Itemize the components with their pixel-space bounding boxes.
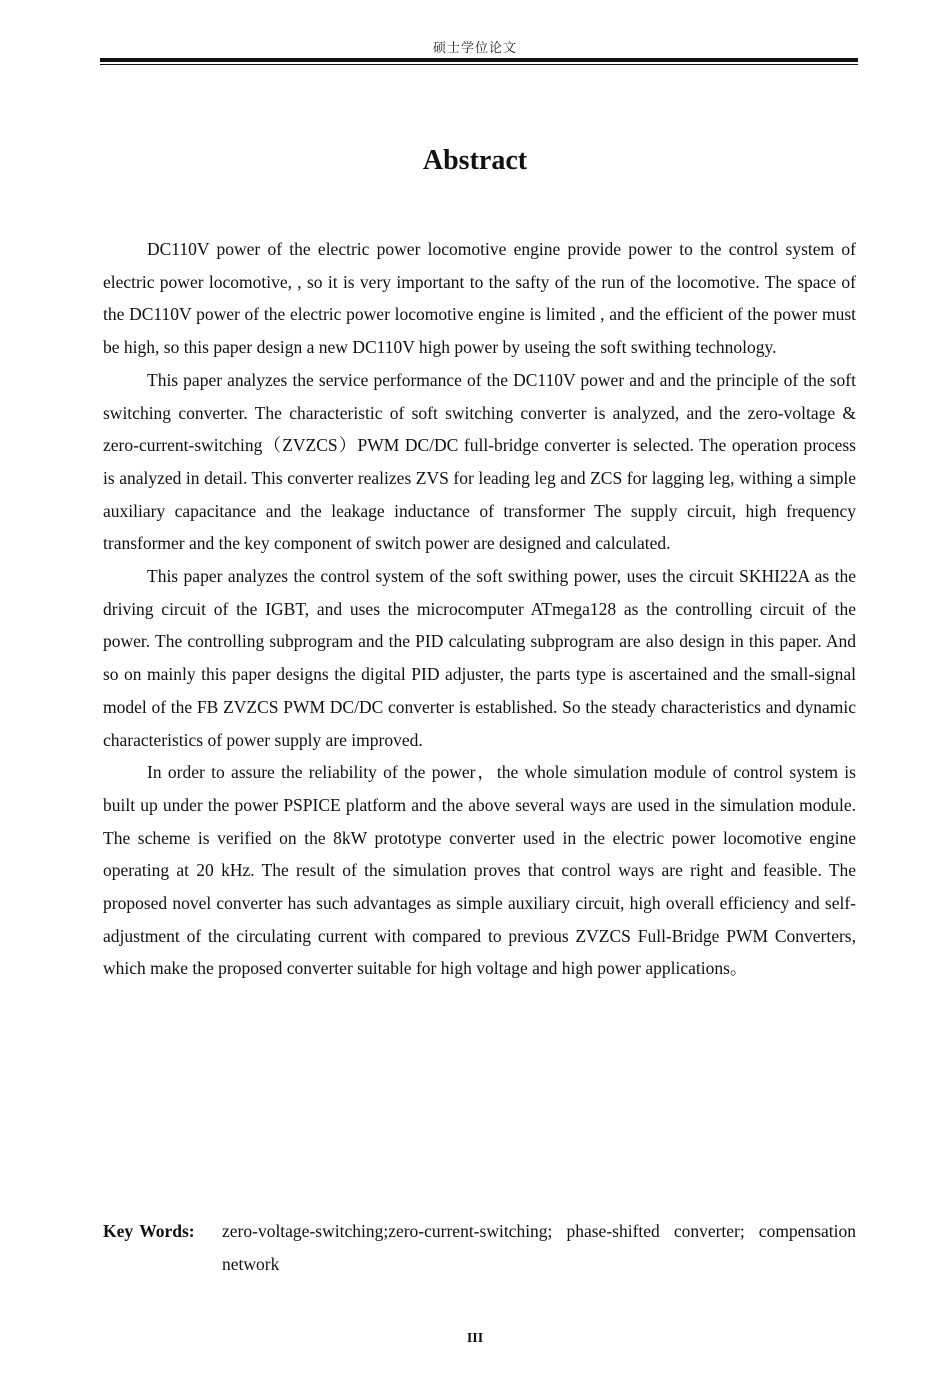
running-header: 硕士学位论文 <box>432 40 517 55</box>
abstract-title: Abstract <box>422 145 528 176</box>
abstract-paragraph-2: This paper analyzes the service performance of the DC110V power and and the principle of the soft switching converter. The characteristic of soft switching converter is analyzed, and the zero-voltage & zero-current-switching（ZVZCS）PWM DC/DC full-bridge converter is selected. The operation process is analyzed in detail. This converter realizes ZVS for leading leg and ZCS for lagging leg, withing a simple auxiliary capacitance and the leakage inductance of transformer The supply circuit, high frequency transformer and the key component of switch power are designed and calculated. <box>103 369 856 554</box>
keywords-value: zero-voltage-switching;zero-current-switching; phase-shifted converter; compensation network <box>222 1221 856 1274</box>
keywords <box>103 1215 856 1281</box>
abstract-paragraph-3: This paper analyzes the control system of the soft swithing power, uses the circuit SKHI22A as the driving circuit of the IGBT, and uses the microcomputer ATmega128 as the controlling circuit of the power. The controlling subprogram and the PID calculating subprogram are also design in this paper. And so on mainly this paper designs the digital PID adjuster, the parts type is ascertained and the small-signal model of the FB ZVZCS PWM DC/DC converter is established. So the steady characteristics and dynamic characteristics of power supply are improved. <box>103 566 856 750</box>
keywords-label: Key Words: <box>103 1221 195 1241</box>
abstract-paragraph-4: In order to assure the reliability of the power，the whole simulation module of control system is built up under the power PSPICE platform and the above several ways are used in the simulation module. The scheme is verified on the 8kW prototype converter used in the electric power locomotive engine operating at 20 kHz. The result of the simulation proves that control ways are right and feasible. The proposed novel converter has such advantages as simple auxiliary circuit, high overall efficiency and self-adjustment of the circulating current with compared to previous ZVZCS Full-Bridge PWM Converters, which make the proposed converter suitable for high voltage and high power applications。 <box>103 762 856 979</box>
abstract-body <box>103 233 856 985</box>
page-number: III <box>466 1331 484 1346</box>
header-rule-thick <box>100 58 858 62</box>
header-rule-thin <box>100 64 858 65</box>
abstract-paragraph-1: DC110V power of the electric power locomotive engine provide power to the control system of electric power locomotive, , so it is very important to the safty of the run of the locomotive. The space of the DC110V power of the electric power locomotive engine is limited , and the efficient of the power must be high, so this paper design a new DC110V high power by useing the soft swithing technology. <box>103 239 856 358</box>
